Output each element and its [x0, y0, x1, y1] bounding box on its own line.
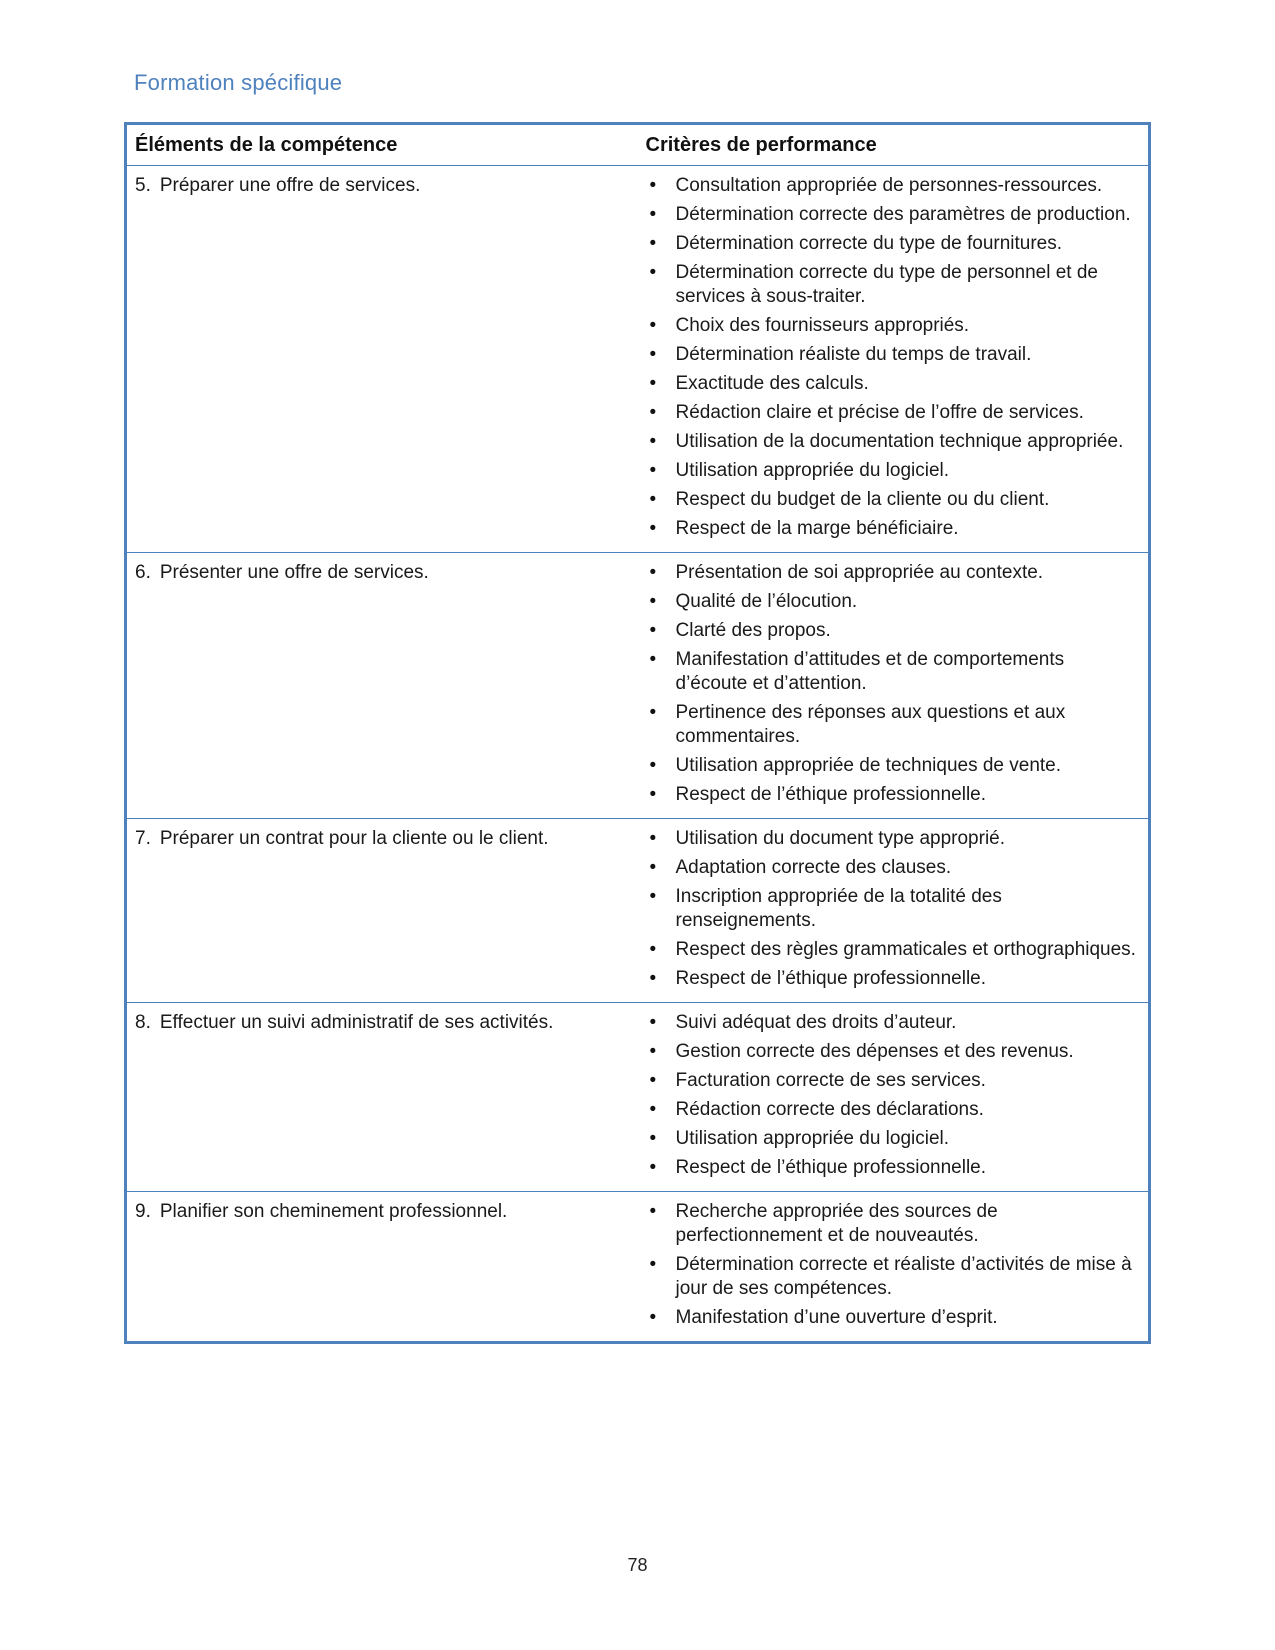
- criteria-cell: [638, 1003, 1150, 1192]
- criteria-cell: [638, 553, 1150, 819]
- criteria-item: • Utilisation appropriée de techniques de vente.: [646, 754, 1141, 778]
- element-cell: [126, 1003, 638, 1192]
- table-row: [126, 819, 1150, 1003]
- element-cell: [126, 819, 638, 1003]
- element-text: [135, 827, 630, 851]
- element-text: [135, 1011, 630, 1035]
- table-body: [126, 166, 1150, 1343]
- criteria-item: • Utilisation appropriée du logiciel.: [646, 459, 1141, 483]
- header-elements: Éléments de la compétence: [126, 124, 638, 166]
- criteria-item: • Détermination correcte des paramètres de production.: [646, 203, 1141, 227]
- criteria-item: • Rédaction claire et précise de l’offre de services.: [646, 401, 1141, 425]
- criteria-item: • Recherche appropriée des sources de perfectionnement et de nouveautés.: [646, 1200, 1141, 1248]
- criteria-item: • Inscription appropriée de la totalité des renseignements.: [646, 885, 1141, 933]
- table-header-row: [126, 124, 1150, 166]
- criteria-item: • Consultation appropriée de personnes-ressources.: [646, 174, 1141, 198]
- criteria-list: [646, 827, 1141, 991]
- criteria-item: • Détermination correcte du type de fournitures.: [646, 232, 1141, 256]
- criteria-item: • Utilisation de la documentation technique appropriée.: [646, 430, 1141, 454]
- element-number: 9.: [135, 1201, 151, 1222]
- element-label: Planifier son cheminement professionnel.: [159, 1201, 508, 1222]
- criteria-item: • Respect de la marge bénéficiaire.: [646, 517, 1141, 541]
- criteria-list: [646, 561, 1141, 807]
- table-row: [126, 553, 1150, 819]
- criteria-item: • Adaptation correcte des clauses.: [646, 856, 1141, 880]
- criteria-item: • Utilisation du document type approprié.: [646, 827, 1141, 851]
- criteria-item: • Respect des règles grammaticales et orthographiques.: [646, 938, 1141, 962]
- element-label: Présenter une offre de services.: [159, 562, 429, 583]
- header-criteria: Critères de performance: [638, 124, 1150, 166]
- element-cell: [126, 166, 638, 553]
- criteria-item: • Présentation de soi appropriée au contexte.: [646, 561, 1141, 585]
- element-text: [135, 174, 630, 198]
- element-cell: [126, 553, 638, 819]
- criteria-item: • Respect de l’éthique professionnelle.: [646, 967, 1141, 991]
- page-number: 78: [627, 1555, 648, 1575]
- table-row: [126, 1192, 1150, 1343]
- criteria-item: • Respect de l’éthique professionnelle.: [646, 783, 1141, 807]
- criteria-item: • Respect du budget de la cliente ou du client.: [646, 488, 1141, 512]
- criteria-item: • Détermination correcte et réaliste d’activités de mise à jour de ses compétences.: [646, 1253, 1141, 1301]
- criteria-item: • Respect de l’éthique professionnelle.: [646, 1156, 1141, 1180]
- criteria-item: • Facturation correcte de ses services.: [646, 1069, 1141, 1093]
- competence-table: [124, 122, 1151, 1344]
- criteria-item: • Manifestation d’attitudes et de comportements d’écoute et d’attention.: [646, 648, 1141, 696]
- criteria-list: [646, 1011, 1141, 1180]
- element-cell: [126, 1192, 638, 1343]
- criteria-item: • Détermination réaliste du temps de travail.: [646, 343, 1141, 367]
- element-label: Préparer un contrat pour la cliente ou le client.: [159, 828, 549, 849]
- criteria-item: • Qualité de l’élocution.: [646, 590, 1141, 614]
- criteria-item: • Gestion correcte des dépenses et des revenus.: [646, 1040, 1141, 1064]
- criteria-list: [646, 1200, 1141, 1330]
- criteria-item: • Rédaction correcte des déclarations.: [646, 1098, 1141, 1122]
- element-number: 6.: [135, 562, 151, 583]
- criteria-item: • Choix des fournisseurs appropriés.: [646, 314, 1141, 338]
- element-number: 8.: [135, 1012, 151, 1033]
- criteria-item: • Manifestation d’une ouverture d’esprit.: [646, 1306, 1141, 1330]
- criteria-item: • Utilisation appropriée du logiciel.: [646, 1127, 1141, 1151]
- element-label: Préparer une offre de services.: [159, 175, 421, 196]
- table-row: [126, 166, 1150, 553]
- element-text: [135, 561, 630, 585]
- criteria-item: • Clarté des propos.: [646, 619, 1141, 643]
- element-text: [135, 1200, 630, 1224]
- criteria-cell: [638, 1192, 1150, 1343]
- criteria-item: • Détermination correcte du type de personnel et de services à sous-traiter.: [646, 261, 1141, 309]
- element-number: 7.: [135, 828, 151, 849]
- section-title: Formation spécifique: [134, 70, 343, 95]
- criteria-list: [646, 174, 1141, 541]
- table-row: [126, 1003, 1150, 1192]
- criteria-cell: [638, 819, 1150, 1003]
- criteria-item: • Suivi adéquat des droits d’auteur.: [646, 1011, 1141, 1035]
- criteria-item: • Pertinence des réponses aux questions et aux commentaires.: [646, 701, 1141, 749]
- element-label: Effectuer un suivi administratif de ses activités.: [159, 1012, 554, 1033]
- criteria-cell: [638, 166, 1150, 553]
- criteria-item: • Exactitude des calculs.: [646, 372, 1141, 396]
- element-number: 5.: [135, 175, 151, 196]
